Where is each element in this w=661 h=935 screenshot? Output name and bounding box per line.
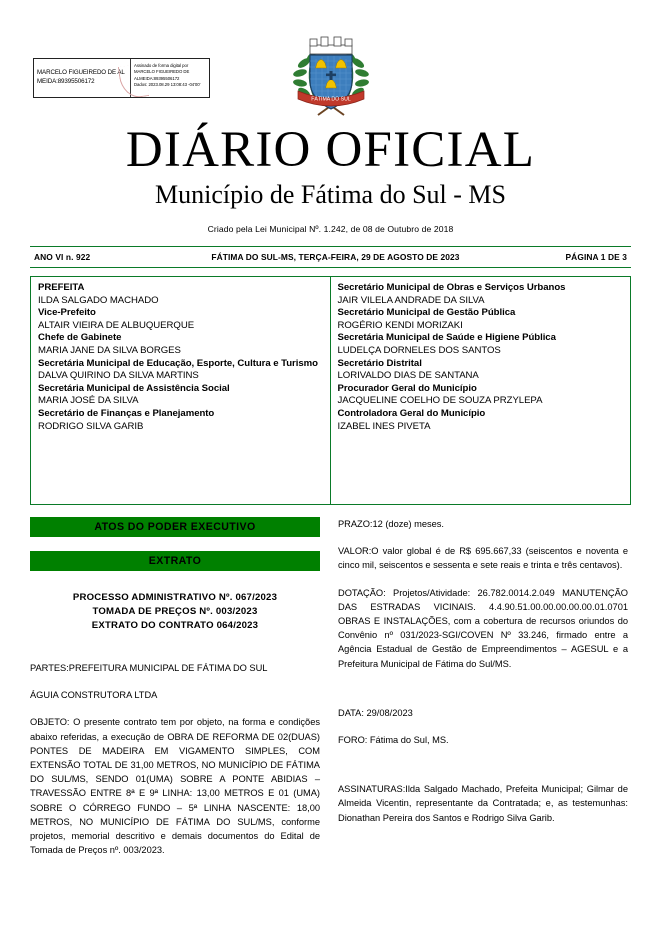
page-number: PÁGINA 1 DE 3: [565, 252, 627, 262]
official-name: JAIR VILELA ANDRADE DA SILVA: [337, 294, 485, 306]
contract-valor: VALOR:O valor global é de R$ 695.667,33 (seiscentos e noventa e cinco mil, seiscentos e sessenta e sete reais e trinta e três centavos).: [338, 546, 628, 571]
body-column-right: [338, 517, 628, 857]
official-name: DALVA QUIRINO DA SILVA MARTINS: [38, 370, 199, 382]
officials-box: [30, 276, 631, 505]
masthead: [0, 0, 661, 120]
crest-ribbon-text: FÁTIMA DO SUL: [310, 96, 351, 103]
signature-detail-text: Assinado de forma digital por MARCELO FIGUEIREDO DE ALMEIDA:89395506172: [134, 63, 190, 81]
coat-of-arms-icon: [292, 33, 370, 121]
body-column-left: [30, 517, 320, 857]
page-subtitle: Município de Fátima do Sul - MS: [155, 180, 506, 209]
contract-heading-line-2: TOMADA DE PREÇOS Nº. 003/2023: [92, 606, 258, 617]
issue-number: ANO VI n. 922: [34, 252, 91, 262]
official-role: Secretária Municipal de Saúde e Higiene Pública: [337, 332, 556, 344]
official-role: Secretária Municipal de Educação, Esporte, Cultura e Turismo: [38, 357, 318, 369]
official-name: ALTAIR VIEIRA DE ALBUQUERQUE: [38, 319, 195, 331]
official-role: Chefe de Gabinete: [38, 332, 122, 344]
page-title: DIÁRIO OFICIAL: [125, 122, 536, 178]
contract-contratada: ÁGUIA CONSTRUTORA LTDA: [30, 690, 158, 701]
contract-heading-line-1: PROCESSO ADMINISTRATIVO Nº. 067/2023: [72, 592, 278, 603]
signature-date-text: Dados: 2023.08.29 13:08:43 -04'00': [134, 82, 201, 88]
banner-extrato: EXTRATO: [30, 551, 320, 571]
contract-dotacao: DOTAÇÃO: Projetos/Atividade: 26.782.0014.2.049 MANUTENÇÃO DAS ESTRADAS VICINAIS. 4.4.90.51.00.00.00.00.00.01.0701 OBRAS E INSTALAÇÕES, com a cobertura de recursos oriundos do Convênio nº 031/2023-SGI/COVEN Nº 33.246, firmado entre a Agência Estadual de Gestão de Empreendimentos – AGESUL e a Prefeitura Municipal de Fátima do Sul/MS.: [338, 587, 628, 669]
issue-info-bar: [30, 246, 631, 268]
official-name: JACQUELINE COELHO DE SOUZA PRZYLEPA: [337, 395, 543, 407]
law-reference: Criado pela Lei Municipal Nº. 1.242, de 08 de Outubro de 2018: [207, 224, 454, 234]
official-role: Secretário Distrital: [337, 357, 422, 369]
official-name: MARIA JANE DA SILVA BORGES: [38, 344, 181, 356]
official-role: Secretário Municipal de Obras e Serviços Urbanos: [337, 282, 566, 293]
official-name: LORIVALDO DIAS DE SANTANA: [337, 370, 479, 382]
official-role: Controladora Geral do Município: [337, 407, 486, 419]
issue-date: FÁTIMA DO SUL-MS, TERÇA-FEIRA, 29 DE AGOSTO DE 2023: [211, 252, 460, 262]
official-role: Secretário Municipal de Gestão Pública: [337, 307, 516, 319]
officials-column-left: [31, 277, 331, 504]
official-name: RODRIGO SILVA GARIB: [38, 420, 144, 432]
official-name: ILDA SALGADO MACHADO: [38, 294, 159, 306]
contract-partes: PARTES:PREFEITURA MUNICIPAL DE FÁTIMA DO SUL: [30, 663, 268, 673]
official-name: LUDELÇA DORNELES DOS SANTOS: [337, 344, 501, 356]
official-name: ROGÉRIO KENDI MORIZAKI: [337, 319, 463, 331]
contract-heading: [30, 591, 320, 633]
official-role: Procurador Geral do Município: [337, 382, 477, 394]
official-role: Vice-Prefeito: [38, 307, 96, 319]
contract-assinaturas: ASSINATURAS:Ilda Salgado Machado, Prefeita Municipal; Gilmar de Almeida Vicentin, representante da Contratada; e, as testemunhas: Dionathan Pereira dos Santos e Rodrigo Silva Garib.: [338, 784, 628, 823]
official-name: IZABEL INES PIVETA: [337, 420, 431, 432]
signature-name: MARCELO FIGUEIREDO DE ALMEIDA:89395506172: [37, 69, 125, 85]
contract-objeto: OBJETO: O presente contrato tem por objeto, na forma e condições abaixo referidas, a execução de OBRA DE REFORMA DE 02(DUAS) PONTES DE MADEIRA EM VIGAMENTO SIMPLES, COM EXTENSÃO TOTAL DE 31,00 METROS, NO MUNICÍPIO DE FÁTIMA DO SUL/MS, SENDO 01(UMA) SOBRE A PONTE ABIDIAS – TRAVESSÃO ENTRE 8ª E 9ª LINHA: 13,00 METROS E 01 (UMA) SOBRE O CÓRREGO FUNDO – 5ª LINHA NASCENTE: 18,00 METROS, NO MUNICÍPIO DE FÁTIMA DO SUL/MS, conforme projetos, memorial descritivo e demais documentos do Edital de Tomada de Preços nº. 003/2023.: [30, 717, 320, 856]
body-columns: [30, 517, 631, 857]
contract-prazo: PRAZO:12 (doze) meses.: [338, 519, 444, 529]
officials-column-right: [331, 277, 631, 504]
official-name: MARIA JOSÉ DA SILVA: [38, 395, 139, 407]
banner-atos-do-poder-executivo: ATOS DO PODER EXECUTIVO: [30, 517, 320, 537]
official-role: PREFEITA: [38, 282, 85, 293]
contract-data: DATA: 29/08/2023: [338, 707, 413, 718]
contract-heading-line-3: EXTRATO DO CONTRATO 064/2023: [91, 620, 259, 631]
signature-details: [130, 59, 209, 97]
official-role: Secretária Municipal de Assistência Social: [38, 382, 230, 394]
official-role: Secretário de Finanças e Planejamento: [38, 407, 215, 419]
coat-of-arms-wrapper: [0, 33, 661, 121]
contract-foro: FORO: Fátima do Sul, MS.: [338, 735, 449, 746]
